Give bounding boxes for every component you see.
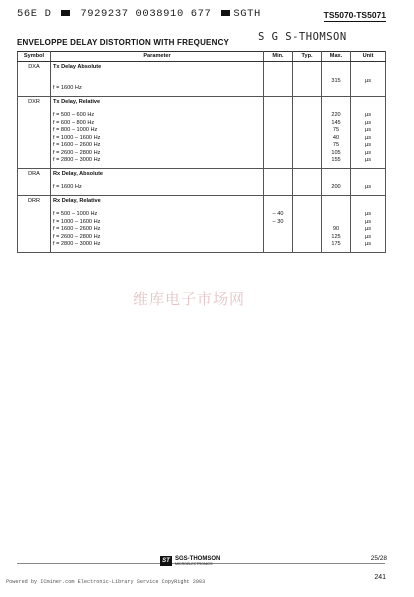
- cell-line: [266, 241, 290, 249]
- cell-line: 75: [332, 142, 340, 148]
- cell-line: f = 1600 – 2600 Hz: [53, 142, 101, 148]
- cell-line: Tx Delay, Relative: [53, 98, 101, 105]
- table-row: [18, 96, 386, 168]
- cell-symbol: [18, 195, 51, 252]
- cell-line: 220: [331, 112, 341, 118]
- cell-line: [266, 127, 290, 135]
- cell-line: 40: [332, 134, 340, 141]
- cell-line: Rx Delay, Relative: [53, 197, 101, 204]
- cell-line: DXA: [28, 64, 40, 70]
- table-header-row: [18, 52, 386, 62]
- cell-line: 200: [331, 184, 341, 190]
- cell-min: [264, 62, 293, 97]
- cell-line: [295, 142, 319, 150]
- cell-line: f = 800 – 1000 Hz: [53, 127, 98, 133]
- cell-line: 75: [332, 127, 340, 133]
- cell-line: [295, 120, 319, 128]
- cell-line: f = 2600 – 2800 Hz: [53, 149, 101, 156]
- cell-min: [264, 168, 293, 195]
- cell-line: [295, 135, 319, 143]
- cell-unit: [351, 96, 386, 168]
- cell-line: [266, 112, 290, 120]
- column-header-min: Min.: [264, 52, 293, 62]
- table-row: [18, 62, 386, 97]
- cell-line: 90: [332, 226, 340, 232]
- cell-line: DXR: [28, 98, 40, 105]
- cell-line: [266, 120, 290, 128]
- cell-line: Rx Delay, Absolute: [53, 170, 104, 177]
- copyright-line: Powered by ICminer.com Electronic-Library Service CopyRight 2003: [6, 579, 206, 585]
- page-of: 25/28: [370, 555, 387, 562]
- cell-symbol: [18, 62, 51, 97]
- stamp-block-icon: [61, 10, 70, 16]
- cell-line: µs: [364, 112, 372, 118]
- cell-line: µs: [364, 127, 372, 133]
- cell-unit: [351, 195, 386, 252]
- cell-line: f = 500 – 1000 Hz: [53, 211, 98, 217]
- cell-line: µs: [364, 211, 372, 217]
- cell-line: [353, 85, 383, 93]
- cell-parameter: [51, 96, 264, 168]
- cell-max: [322, 96, 351, 168]
- cell-line: [295, 127, 319, 135]
- cell-line: [295, 85, 319, 93]
- table-row: [18, 195, 386, 252]
- cell-line: [295, 211, 319, 219]
- cell-line: DRR: [27, 197, 41, 204]
- cell-line: µs: [364, 157, 372, 163]
- cell-line: [324, 85, 348, 93]
- stamp-right: SGTH: [233, 8, 261, 20]
- cell-line: f = 2800 – 3000 Hz: [53, 241, 101, 247]
- st-logo-icon: ST: [160, 556, 172, 566]
- table-row: [18, 168, 386, 195]
- page-title: ENVELOPPE DELAY DISTORTION WITH FREQUENCY: [17, 38, 230, 47]
- watermark: 维库电子市场网: [133, 290, 246, 308]
- cell-max: [322, 62, 351, 97]
- cell-line: [295, 241, 319, 249]
- cell-line: Tx Delay Absolute: [53, 64, 102, 70]
- column-header-parameter: Parameter: [51, 52, 264, 62]
- cell-line: [295, 184, 319, 192]
- cell-typ: [293, 195, 322, 252]
- cell-line: [324, 211, 348, 219]
- cell-line: [324, 219, 348, 227]
- cell-line: µs: [364, 134, 372, 141]
- cell-unit: [351, 168, 386, 195]
- column-header-unit: Unit: [351, 52, 386, 62]
- cell-line: 155: [331, 157, 341, 163]
- stamp-numbers: 7929237 0038910 677: [80, 8, 212, 20]
- cell-line: µs: [364, 233, 372, 240]
- cell-line: f = 2600 – 2800 Hz: [53, 233, 101, 240]
- cell-line: f = 1600 – 2600 Hz: [53, 226, 101, 232]
- stamp-code: [17, 8, 261, 20]
- cell-line: [295, 157, 319, 165]
- cell-line: µs: [364, 241, 372, 247]
- cell-line: [295, 78, 319, 86]
- logo-name: SGS-THOMSON: [175, 556, 221, 562]
- cell-line: µs: [364, 149, 372, 156]
- cell-line: [266, 85, 290, 93]
- cell-line: 175: [331, 241, 341, 247]
- stamp-block-icon: [221, 10, 230, 16]
- cell-line: [266, 226, 290, 234]
- table-body: [18, 62, 386, 253]
- cell-line: [266, 157, 290, 165]
- cell-unit: [351, 62, 386, 97]
- delay-distortion-table: [17, 51, 386, 253]
- cell-line: f = 1000 – 1600 Hz: [53, 218, 101, 225]
- cell-line: µs: [364, 218, 372, 225]
- cell-max: [322, 195, 351, 252]
- cell-line: µs: [364, 142, 372, 148]
- cell-line: 105: [331, 149, 341, 156]
- cell-line: [295, 226, 319, 234]
- cell-line: [295, 234, 319, 242]
- column-header-max: Max.: [322, 52, 351, 62]
- cell-max: [322, 168, 351, 195]
- cell-line: f = 2800 – 3000 Hz: [53, 157, 101, 163]
- cell-line: 125: [331, 233, 341, 240]
- cell-line: µs: [364, 119, 372, 126]
- handwritten-brand: S G S-THOMSON: [258, 31, 347, 43]
- cell-line: [266, 135, 290, 143]
- cell-line: µs: [364, 184, 372, 190]
- cell-symbol: [18, 168, 51, 195]
- cell-line: f = 1600 Hz: [53, 85, 82, 91]
- cell-line: f = 1000 – 1600 Hz: [53, 134, 101, 141]
- cell-line: [295, 219, 319, 227]
- cell-typ: [293, 62, 322, 97]
- cell-line: [266, 150, 290, 158]
- cell-min: [264, 195, 293, 252]
- cell-parameter: [51, 168, 264, 195]
- cell-symbol: [18, 96, 51, 168]
- cell-line: [266, 78, 290, 86]
- cell-line: [266, 142, 290, 150]
- cell-line: µs: [364, 226, 372, 232]
- cell-line: µs: [364, 77, 372, 84]
- cell-line: DRA: [28, 170, 40, 177]
- cell-line: f = 500 – 600 Hz: [53, 112, 95, 118]
- cell-line: [266, 234, 290, 242]
- cell-line: f = 600 – 800 Hz: [53, 119, 95, 126]
- cell-line: [295, 112, 319, 120]
- cell-line: 315: [331, 77, 341, 84]
- cell-parameter: [51, 62, 264, 97]
- column-header-typ: Typ.: [293, 52, 322, 62]
- cell-line: [53, 78, 261, 86]
- part-number: TS5070-TS5071: [323, 10, 386, 20]
- stamp-left: 56E D: [17, 8, 52, 20]
- cell-parameter: [51, 195, 264, 252]
- cell-line: [295, 150, 319, 158]
- cell-line: – 30: [272, 218, 284, 225]
- company-logo: [160, 556, 220, 566]
- cell-typ: [293, 168, 322, 195]
- logo-subtitle: MICROELECTRONICS: [175, 562, 213, 566]
- cell-line: – 40: [272, 211, 284, 217]
- cell-typ: [293, 96, 322, 168]
- column-header-symbol: Symbol: [18, 52, 51, 62]
- cell-line: [266, 184, 290, 192]
- cell-line: 145: [331, 119, 341, 126]
- cell-min: [264, 96, 293, 168]
- page-number: 241: [374, 574, 386, 581]
- cell-line: f = 1600 Hz: [53, 184, 82, 190]
